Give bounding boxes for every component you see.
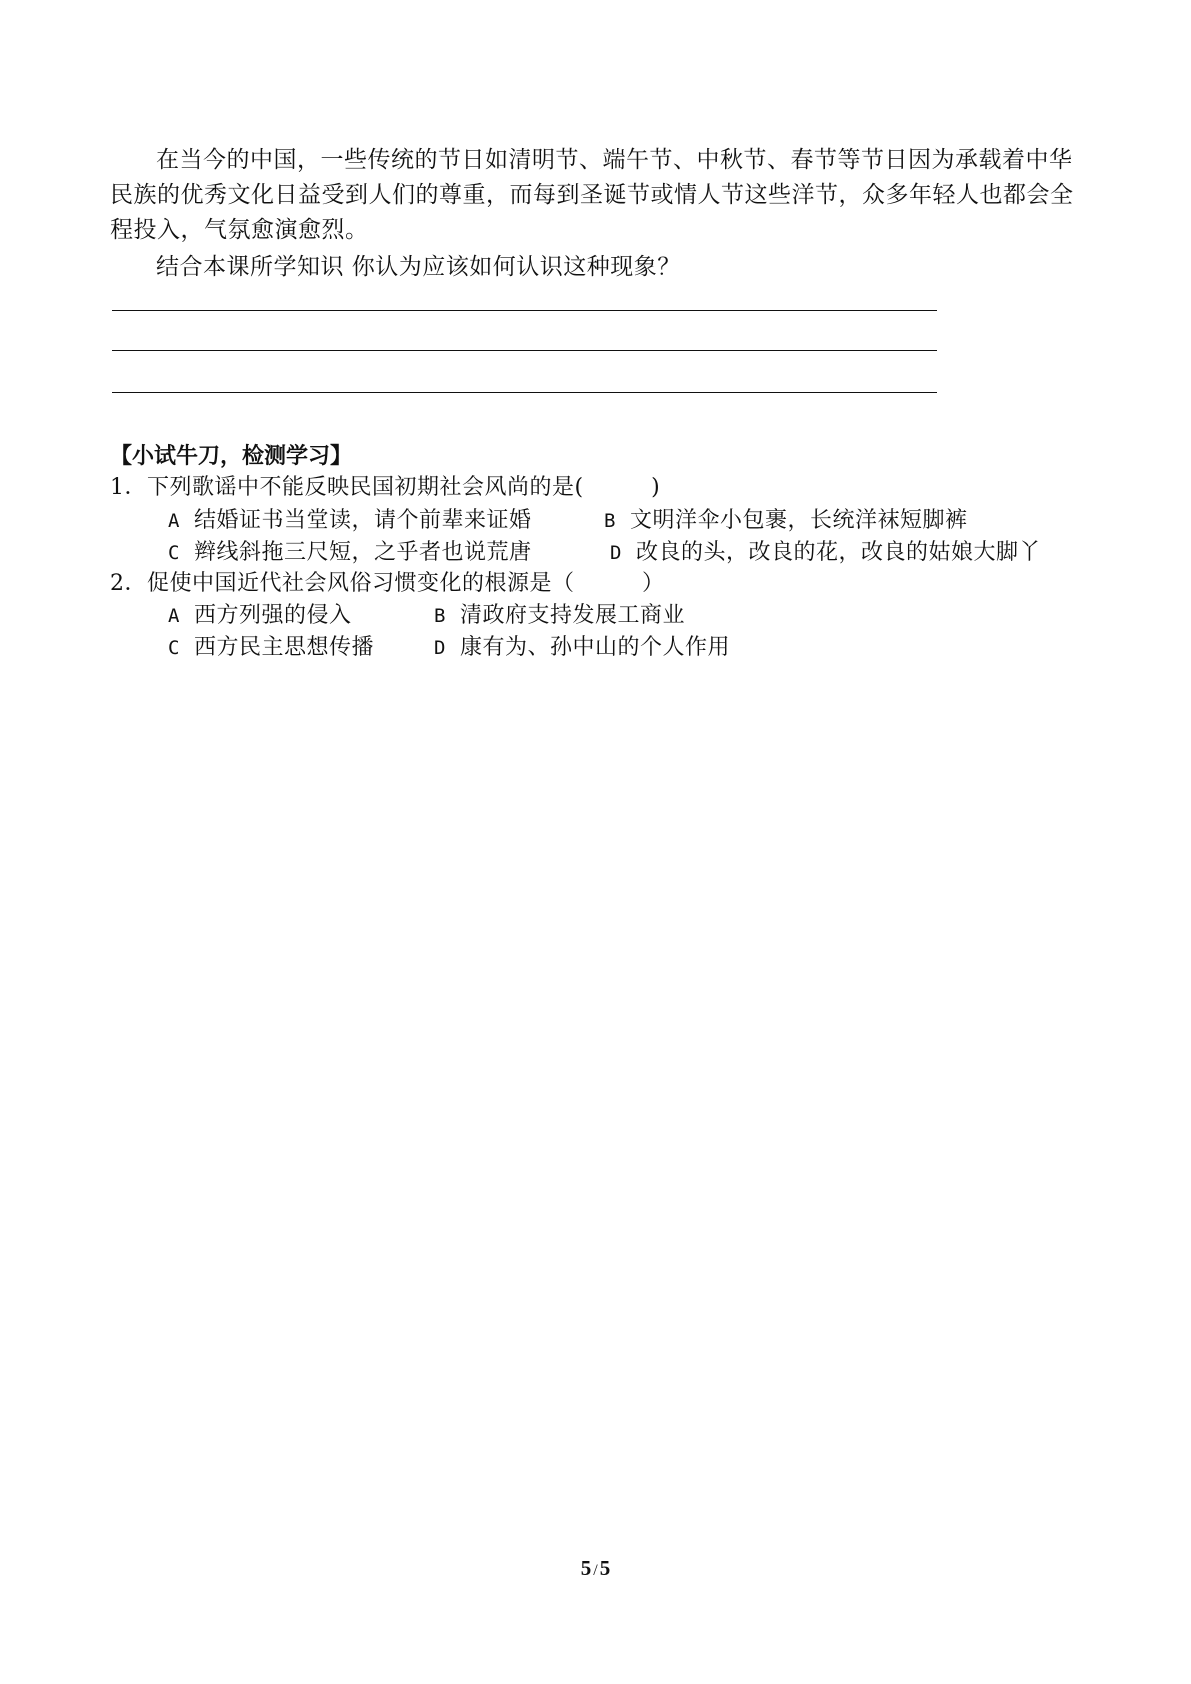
answer-line[interactable] bbox=[112, 350, 937, 351]
option-text: 清政府支持发展工商业 bbox=[459, 603, 685, 628]
question-1-option-d[interactable] bbox=[610, 537, 1041, 569]
answer-line[interactable] bbox=[112, 392, 937, 393]
answer-line[interactable] bbox=[112, 310, 937, 311]
option-text: 康有为、孙中山的个人作用 bbox=[459, 635, 730, 660]
option-letter: D bbox=[610, 542, 622, 564]
page-number bbox=[0, 1554, 1191, 1585]
question-2-option-c[interactable] bbox=[168, 632, 374, 664]
question-2-option-a[interactable] bbox=[168, 600, 351, 632]
option-text: 西方列强的侵入 bbox=[193, 603, 352, 628]
option-text: 西方民主思想传播 bbox=[193, 635, 374, 660]
option-letter: C bbox=[168, 542, 180, 564]
question-1-option-b[interactable] bbox=[604, 505, 967, 537]
question-prompt: 结合本课所学知识 你认为应该如何认识这种现象？ bbox=[156, 254, 681, 280]
option-text: 文明洋伞小包裹，长统洋袜短脚裤 bbox=[629, 508, 968, 533]
total-pages: 5 bbox=[599, 1556, 611, 1580]
question-1-stem: 1．下列歌谣中不能反映民国初期社会风尚的是( ) bbox=[110, 475, 661, 500]
option-text: 改良的头，改良的花，改良的姑娘大脚丫 bbox=[635, 540, 1041, 565]
page-separator: / bbox=[593, 1562, 598, 1579]
option-text: 结婚证书当堂读，请个前辈来证婚 bbox=[193, 508, 532, 533]
question-1-option-a[interactable] bbox=[168, 505, 531, 537]
question-1-option-c[interactable] bbox=[168, 537, 531, 569]
question-2-option-d[interactable] bbox=[434, 632, 730, 664]
option-letter: A bbox=[168, 510, 180, 532]
question-2-stem: 2．促使中国近代社会风俗习惯变化的根源是（ ） bbox=[110, 571, 665, 596]
option-letter: B bbox=[604, 510, 616, 532]
current-page: 5 bbox=[580, 1556, 592, 1580]
option-letter: B bbox=[434, 605, 446, 627]
option-letter: C bbox=[168, 637, 180, 659]
option-letter: A bbox=[168, 605, 180, 627]
option-text: 辫线斜拖三尺短，之乎者也说荒唐 bbox=[193, 540, 532, 565]
section-title: 【小试牛刀，检测学习】 bbox=[110, 443, 353, 469]
question-2-option-b[interactable] bbox=[434, 600, 685, 632]
option-letter: D bbox=[434, 637, 446, 659]
passage-paragraph: 在当今的中国，一些传统的节日如清明节、端午节、中秋节、春节等节日因为承载着中华民族的优秀文化日益受到人们的尊重，而每到圣诞节或情人节这些洋节，众多年轻人也都会全程投入，气氛愈演愈烈。 bbox=[110, 147, 1074, 243]
